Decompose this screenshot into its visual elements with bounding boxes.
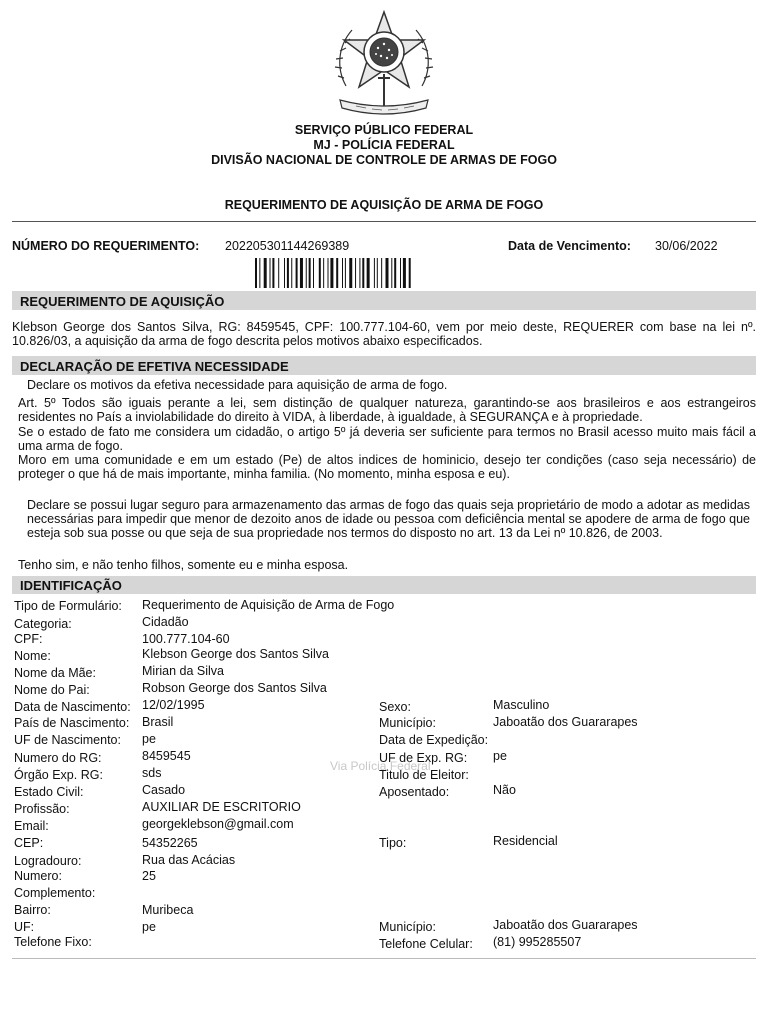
field-label: Nome do Pai: xyxy=(14,683,90,697)
request-number-label: NÚMERO DO REQUERIMENTO: xyxy=(12,239,200,253)
field-label: Profissão: xyxy=(14,802,70,816)
field-value: Não xyxy=(493,783,516,797)
field-label: Sexo: xyxy=(379,700,411,714)
declaracao-answer-1-p3: Moro em uma comunidade e em um estado (Pe) de altos indices de hominicio, desejo ter condições (caso seja necessário) de proteger o que há de mais importante, minha familia. (No momento, minha esposa e eu). xyxy=(18,453,756,481)
declaracao-answer-1-p2: Se o estado de fato me considera um cidadão, o artigo 5º já deveria ser suficiente para termos no Brasil acesso muito mais fácil a uma arma de fogo. xyxy=(18,425,756,453)
barcode xyxy=(255,258,457,288)
field-value: 100.777.104-60 xyxy=(142,632,230,646)
field-label: Nome: xyxy=(14,649,51,663)
bottom-divider xyxy=(12,958,756,959)
field-label: Data de Expedição: xyxy=(379,733,489,747)
field-label: Complemento: xyxy=(14,886,96,900)
field-value: pe xyxy=(142,920,156,934)
field-label: Órgão Exp. RG: xyxy=(14,768,103,782)
field-label: País de Nascimento: xyxy=(14,716,130,730)
field-value: Jaboatão dos Guararapes xyxy=(493,918,638,932)
field-label: Tipo de Formulário: xyxy=(14,599,122,613)
field-label: UF de Exp. RG: xyxy=(379,751,468,765)
field-label: Numero do RG: xyxy=(14,751,102,765)
declaracao-answer-1-p1: Art. 5º Todos são iguais perante a lei, sem distinção de qualquer natureza, garantindo-se aos brasileiros e aos estrangeiros residentes no País a inviolabilidade do direito à VIDA, à liberdade, à igualdade, à SEGURANÇA e à propriedade. xyxy=(18,396,756,424)
requerimento-text: Klebson George dos Santos Silva, RG: 8459545, CPF: 100.777.104-60, vem por meio deste, REQUERER com base na lei nº. 10.826/03, a aquisição da arma de fogo descrita pelos motivos abaixo especificados. xyxy=(12,320,756,348)
document-title: REQUERIMENTO DE AQUISIÇÃO DE ARMA DE FOGO xyxy=(224,198,544,212)
field-label: Município: xyxy=(379,920,436,934)
field-label: UF: xyxy=(14,920,35,934)
field-label: Data de Nascimento: xyxy=(14,700,131,714)
field-label: Logradouro: xyxy=(14,854,82,868)
field-label: Numero: xyxy=(14,869,62,883)
section-header-identificacao: IDENTIFICAÇÃO xyxy=(12,576,756,594)
header-line-1: SERVIÇO PÚBLICO FEDERAL xyxy=(294,123,474,137)
field-label: Categoria: xyxy=(14,617,72,631)
field-value: Muribeca xyxy=(142,903,194,917)
field-label: CEP: xyxy=(14,836,44,850)
header-line-2: MJ - POLÍCIA FEDERAL xyxy=(313,138,455,152)
field-value: 25 xyxy=(142,869,156,883)
field-label: CPF: xyxy=(14,632,43,646)
field-label: Município: xyxy=(379,716,436,730)
field-value: Brasil xyxy=(142,715,174,729)
section-header-requerimento: REQUERIMENTO DE AQUISIÇÃO xyxy=(12,291,756,310)
field-label: Estado Civil: xyxy=(14,785,84,799)
field-value: Residencial xyxy=(493,834,558,848)
field-value: Mirian da Silva xyxy=(142,664,224,678)
field-value: Casado xyxy=(142,783,186,797)
field-label: Telefone Celular: xyxy=(379,937,473,951)
field-value: 54352265 xyxy=(142,836,198,850)
declaracao-question-1: Declare os motivos da efetiva necessidade para aquisição de arma de fogo. xyxy=(27,378,448,392)
field-value: Masculino xyxy=(493,698,550,712)
field-label: Email: xyxy=(14,819,49,833)
field-label: Nome da Mãe: xyxy=(14,666,96,680)
field-value: Jaboatão dos Guararapes xyxy=(493,715,638,729)
field-value: Requerimento de Aquisição de Arma de Fogo xyxy=(142,598,395,612)
request-number-value: 202205301144269389 xyxy=(225,239,350,253)
field-value: Cidadão xyxy=(142,615,189,629)
section-header-declaracao: DECLARAÇÃO DE EFETIVA NECESSIDADE xyxy=(12,356,756,375)
field-value: Robson George dos Santos Silva xyxy=(142,681,327,695)
field-value: (81) 995285507 xyxy=(493,935,582,949)
due-date-value: 30/06/2022 xyxy=(655,239,718,253)
field-value: pe xyxy=(493,749,507,763)
header-line-3: DIVISÃO NACIONAL DE CONTROLE DE ARMAS DE FOGO xyxy=(211,153,557,167)
field-value: Klebson George dos Santos Silva xyxy=(142,647,329,661)
field-label: Bairro: xyxy=(14,903,51,917)
declaracao-answer-2: Tenho sim, e não tenho filhos, somente eu e minha esposa. xyxy=(18,558,349,572)
field-label: Titulo de Eleitor: xyxy=(379,768,469,782)
field-value: sds xyxy=(142,766,162,780)
declaracao-question-2: Declare se possui lugar seguro para armazenamento das armas de fogo das quais seja proprietário de modo a adotar as medidas necessárias para impedir que menor de dezoito anos de idade ou pessoa com deficiência mental se apodere de arma de fogo que esteja sob sua posse ou que seja de sua propriedade nos termos do disposto no art. 13 da Lei nº 10.826, de 2003. xyxy=(27,498,750,540)
field-label: Telefone Fixo: xyxy=(14,935,92,949)
field-label: UF de Nascimento: xyxy=(14,733,121,747)
field-label: Tipo: xyxy=(379,836,407,850)
field-value: pe xyxy=(142,732,156,746)
brazil-coat-of-arms xyxy=(326,8,442,120)
due-date-label: Data de Vencimento: xyxy=(508,239,631,253)
field-label: Aposentado: xyxy=(379,785,450,799)
divider xyxy=(12,221,756,222)
field-value: AUXILIAR DE ESCRITORIO xyxy=(142,800,301,814)
field-value: Rua das Acácias xyxy=(142,853,236,867)
watermark: Via Polícia Federal xyxy=(330,759,431,773)
field-value: georgeklebson@gmail.com xyxy=(142,817,294,831)
field-value: 12/02/1995 xyxy=(142,698,205,712)
field-value: 8459545 xyxy=(142,749,191,763)
